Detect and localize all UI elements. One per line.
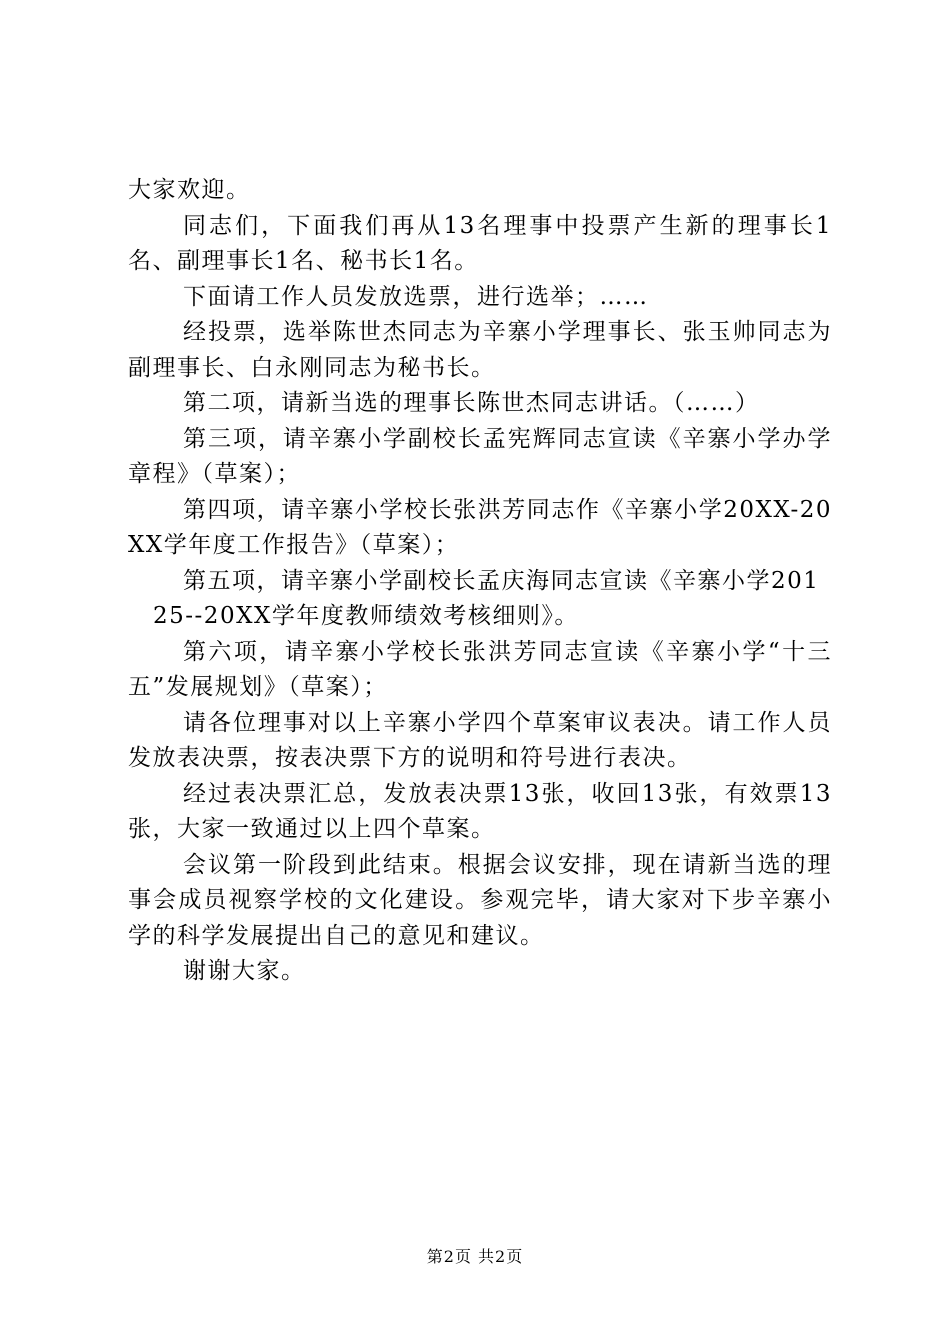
- paragraph-13: 会议第一阶段到此结束。根据会议安排，现在请新当选的理事会成员视察学校的文化建设。参观完毕，请大家对下步辛寨小学的科学发展提出自己的意见和建议。: [128, 851, 832, 949]
- paragraph-3: 下面请工作人员发放选票，进行选举；……: [183, 283, 649, 310]
- paragraph-14: 谢谢大家。: [183, 958, 306, 984]
- paragraph-2: 同志们，下面我们再从13名理事中投票产生新的理事长1名、副理事长1名、秘书长1名。: [128, 212, 832, 274]
- paragraph-1: 大家欢迎。: [128, 177, 251, 203]
- paragraph-5: 第二项，请新当选的理事长陈世杰同志讲话。（……）: [183, 390, 760, 416]
- document-body: [128, 173, 832, 990]
- paragraph-7: 第四项，请辛寨小学校长张洪芳同志作《辛寨小学20XX-20XX学年度工作报告》（草案）；: [128, 496, 832, 558]
- paragraph-11: 请各位理事对以上辛寨小学四个草案审议表决。请工作人员发放表决票，按表决票下方的说明和符号进行表决。: [128, 709, 832, 771]
- page-footer: 第2页 共2页: [426, 1247, 524, 1266]
- paragraph-9: 25--20XX学年度教师绩效考核细则》。: [153, 603, 579, 629]
- paragraph-8: 第五项，请辛寨小学副校长孟庆海同志宣读《辛寨小学201: [183, 567, 820, 594]
- paragraph-4: 经投票，选举陈世杰同志为辛寨小学理事长、张玉帅同志为副理事长、白永刚同志为秘书长。: [128, 319, 832, 381]
- paragraph-10: 第六项，请辛寨小学校长张洪芳同志宣读《辛寨小学“十三五”发展规划》（草案）；: [128, 638, 832, 700]
- paragraph-12: 经过表决票汇总，发放表决票13张，收回13张，有效票13张，大家一致通过以上四个草案。: [128, 780, 832, 842]
- paragraph-6: 第三项，请辛寨小学副校长孟宪辉同志宣读《辛寨小学办学章程》（草案）；: [128, 425, 832, 487]
